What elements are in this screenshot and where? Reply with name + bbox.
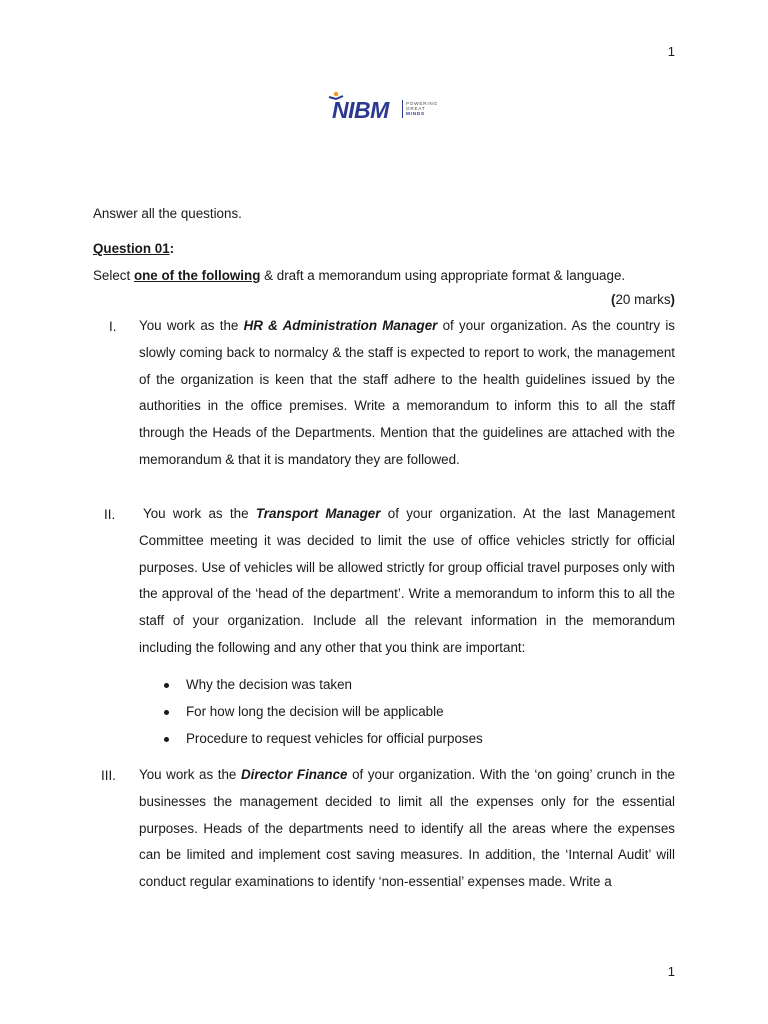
item-text: You work as the Transport Manager of your organization. At the last Management Committee meeting it was decided to limit the use of office vehicles strictly for official purposes. Use of vehicles will be allowed strictly for group official travel purposes only with the approval of the ‘head of the department’. Write a memorandum to inform this to all the staff of your organization. Include all the relevant information in the memorandum including the following and any other that you think are important: (139, 506, 675, 655)
logo-wordmark: NIBM (332, 97, 389, 123)
list-item: Why the decision was taken (162, 676, 483, 703)
item-numeral: II. (104, 507, 116, 522)
intro-text: Answer all the questions. (93, 206, 242, 221)
question-heading: Question 01: (93, 241, 175, 256)
item-text: You work as the Director Finance of your organization. With the ‘on going’ crunch in the businesses the management decided to limit all the expenses only for the essential purposes. Heads of the departments need to identify all the areas where the expenses can be limited and implement cost saving measures. In addition, the ‘Internal Audit’ will conduct regular examinations to identify ‘non-essential’ expenses made. Write a (139, 767, 675, 890)
item-numeral: III. (101, 768, 116, 783)
page-number-top: 1 (667, 44, 675, 59)
logo-tagline: POWERING GREAT MINDS (406, 101, 438, 117)
list-item: For how long the decision will be applicable (162, 703, 483, 730)
page-number-bottom: 1 (667, 964, 675, 979)
logo-divider (402, 100, 403, 118)
item-numeral: I. (109, 319, 117, 334)
marks-label: (20 marks) (610, 292, 675, 307)
question-instruction: Select one of the following & draft a memorandum using appropriate format & language. (93, 268, 626, 283)
list-item: Procedure to request vehicles for official purposes (162, 730, 483, 757)
bullet-list (162, 676, 483, 757)
item-text: You work as the HR & Administration Manager of your organization. As the country is slowly coming back to normalcy & the staff is expected to report to work, the management of the organization is keen that the staff adhere to the health guidelines issued by the authorities in the office premises. Write a memorandum to inform this to all the staff through the Heads of the Departments. Mention that the guidelines are attached with the memorandum & that it is mandatory they are followed. (139, 318, 675, 467)
nibm-logo (328, 91, 442, 123)
